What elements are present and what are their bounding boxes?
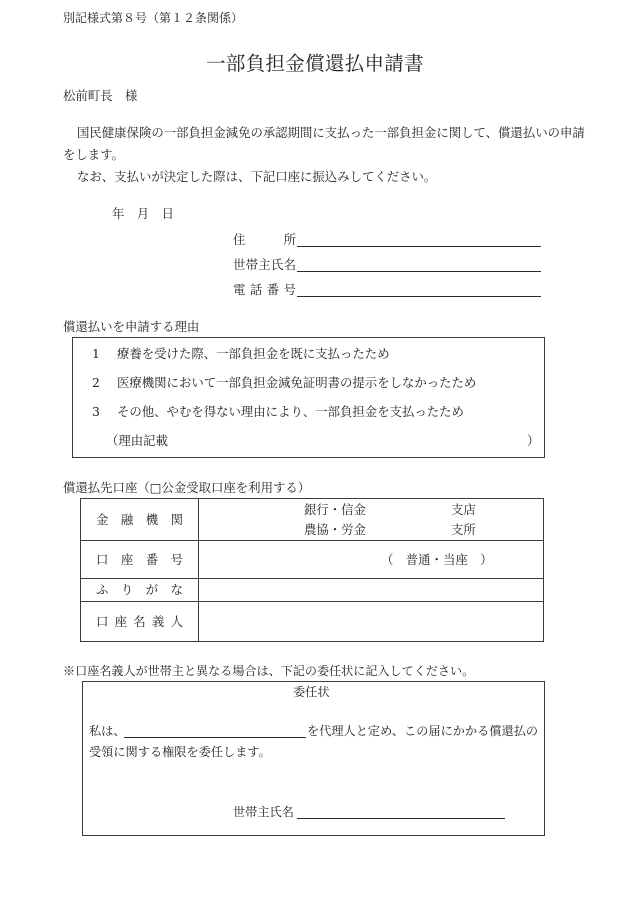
account-number-input[interactable] [199,541,544,579]
phone-row [233,283,296,297]
addressee: 松前町長 様 [63,88,138,103]
account-heading-prefix: 償還払先口座（ [63,480,150,495]
public-account-checkbox[interactable]: □ [149,480,162,495]
account-number-label: 口 座 番 号 [96,551,183,567]
furigana-input[interactable] [199,579,544,602]
reason-item-number: 3 [92,404,100,419]
mandate-line2: 受領に関する権限を委任します。 [89,745,271,759]
form-number: 別記様式第８号（第１２条関係） [63,11,244,25]
reason-item [92,404,464,419]
mandate-signature-label: 世帯主氏名 [233,805,294,819]
householder-name-row [233,258,296,272]
mandate-line1-suffix: を代理人と定め、この届にかかる償還払の [307,724,539,738]
reason-heading: 償還払いを申請する理由 [63,319,200,334]
account-heading [63,481,310,495]
reason-description-input[interactable] [172,434,524,448]
reason-item [92,346,390,361]
branch-type-option: 支所 [451,522,476,537]
reason-item-text: 医療機関において一部負担金減免証明書の提示をしなかったため [117,375,477,390]
bank-input[interactable] [199,499,544,541]
account-number-label-cell [81,541,199,579]
bank-label: 金 融 機 関 [96,511,183,527]
reason-item-number: 1 [92,346,100,361]
address-input[interactable] [297,233,541,247]
reason-item-text: その他、やむを得ない理由により、一部負担金を支払ったため [117,404,464,419]
householder-name-input[interactable] [297,258,541,272]
phone-label: 電 話 番 号 [233,282,296,297]
bank-type-option: 銀行・信金 [304,502,366,517]
phone-input[interactable] [297,283,541,297]
reason-note-open: （理由記載 [106,433,168,448]
furigana-label-cell [81,579,199,602]
mandate-title: 委任状 [293,685,330,699]
mandate-note: ※口座名義人が世帯主と異なる場合は、下記の委任状に記入してください。 [63,664,475,678]
bank-row [81,499,544,541]
address-row [233,233,296,247]
account-holder-label-cell [81,602,199,642]
account-holder-row [81,602,544,642]
intro-line-1: 国民健康保険の一部負担金減免の承認期間に支払った一部負担金に関して、償還払いの申請 [77,125,585,140]
reason-item-number: 2 [92,375,100,390]
date-field[interactable]: 年 月 日 [112,206,174,221]
householder-name-label: 世帯主氏名 [233,257,296,272]
address-label: 住 所 [233,232,296,247]
reason-item [92,375,477,390]
bank-label-cell [81,499,199,541]
furigana-label: ふ り が な [96,582,183,597]
account-holder-input[interactable] [199,602,544,642]
mandate-signature-input[interactable] [297,805,505,819]
reason-item-text: 療養を受けた際、一部負担金を既に支払ったため [117,346,390,361]
branch-type-option: 支店 [451,502,476,517]
account-holder-label: 口 座 名 義 人 [96,613,183,629]
bank-type-option: 農協・労金 [304,522,366,537]
proxy-name-input[interactable] [124,724,306,738]
intro-line-3: なお、支払いが決定した際は、下記口座に振込みしてください。 [77,169,437,184]
account-type-option: （ 普通・当座 ） [381,552,493,567]
account-number-row [81,541,544,579]
account-table [80,498,544,642]
mandate-line1-prefix: 私は、 [89,724,126,738]
reason-note-close: ） [527,433,540,448]
intro-line-2: をします。 [63,147,124,162]
furigana-row [81,579,544,602]
page-title: 一部負担金償還払申請書 [206,52,424,75]
account-heading-suffix: 公金受取口座を利用する） [161,480,311,495]
